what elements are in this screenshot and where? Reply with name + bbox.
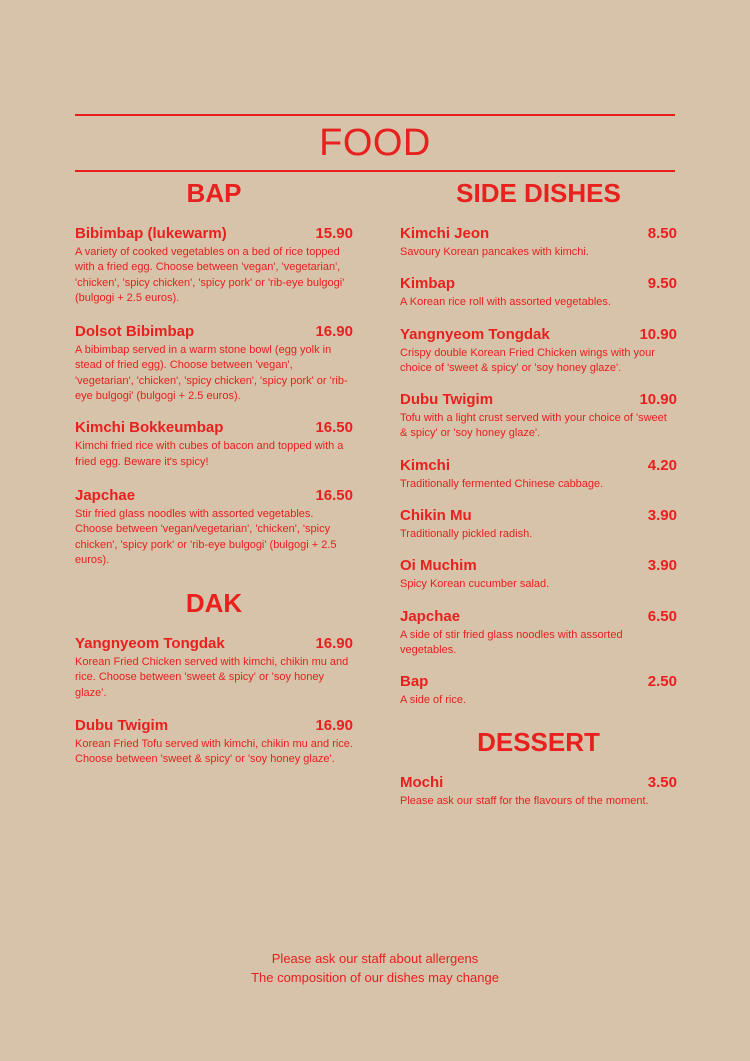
menu-item-description: Savoury Korean pancakes with kimchi. [400,246,589,258]
menu-item-header [400,274,677,294]
menu-item-description: Please ask our staff for the flavours of the moment. [400,794,649,807]
menu-item-header [400,506,677,526]
dak-list [75,634,353,767]
menu-item-description: Stir fried glass noodles with assorted vegetables. Choose between 'vegan/vegetarian', 'chicken', 'spicy chicken', 'spicy pork' or 'rib-eye bulgogi' (bulgogi + 2.5 euros). [75,507,337,566]
menu-item-description: A side of rice. [400,694,467,707]
title-rule [75,170,675,172]
left-column [75,176,353,768]
menu-item-price: 4.20 [647,456,677,474]
menu-item [75,418,353,470]
menu-item-price: 16.90 [315,717,353,735]
menu-item-name: Bap [400,673,429,691]
menu-item-header [75,486,353,506]
menu-item-name: Bibimbap (lukewarm) [75,225,227,242]
menu-item-name: Yangnyeom Tongdak [75,635,225,653]
right-column [400,176,677,809]
menu-item-price: 6.50 [647,607,677,625]
menu-item-name: Dubu Twigim [75,717,169,735]
menu-item-header [75,716,353,736]
menu-item-header [400,456,677,476]
menu-item-price: 10.90 [639,391,677,409]
section-heading-side-dishes: SIDE DISHES [456,178,621,208]
menu-item [75,716,353,768]
menu-item-name: Oi Muchim [400,557,477,575]
side-dishes-list [400,224,677,709]
menu-item-name: Kimchi Bokkeumbap [75,419,224,437]
menu-item [400,456,677,492]
menu-item-description: Korean Fried Tofu served with kimchi, chikin mu and rice. Choose between 'sweet & spicy' or 'soy honey glaze'. [75,738,353,766]
menu-item-header [400,325,677,345]
menu-item [400,224,677,260]
menu-item-header [400,607,677,627]
menu-item-header [400,773,677,793]
section-heading-bap: BAP [186,178,242,208]
bap-list [75,224,353,568]
menu-item-description: Traditionally fermented Chinese cabbage. [400,477,604,490]
menu-title: FOOD [319,122,431,164]
menu-item-header [400,672,677,692]
menu-item-price: 16.50 [315,419,353,437]
menu-item [400,773,677,809]
menu-item-name: Japchae [400,607,461,625]
menu-item [400,506,677,542]
menu-item [75,224,353,306]
menu-item [400,390,677,442]
menu-item-name: Yangnyeom Tongdak [400,325,550,343]
menu-item-description: A bibimbap served in a warm stone bowl (egg yolk in stead of fried egg). Choose between 'vegan', 'vegetarian', 'chicken', 'spicy chicken', 'spicy pork' or 'rib-eye bulgogi' (bulgogi + 2.5 euros). [75,344,348,403]
menu-item [75,634,353,701]
menu-item-header [400,390,677,410]
menu-item-price: 9.50 [647,275,677,293]
footer-allergens: Please ask our staff about allergens [271,951,479,966]
menu-item [75,486,353,568]
menu-item-header [400,556,677,576]
footer-note [75,949,675,987]
menu-item-header [75,224,353,244]
menu-item-name: Dolsot Bibimbap [75,323,195,341]
menu-item-price: 16.90 [315,323,353,341]
menu-item-price: 3.50 [647,773,677,791]
menu-item [75,322,353,404]
menu-item-name: Mochi [400,773,444,791]
footer-composition: The composition of our dishes may change [251,970,499,985]
menu-item-price: 3.90 [647,557,677,575]
menu-item-name: Chikin Mu [400,507,472,525]
top-rule [75,114,675,116]
menu-item-header [75,322,353,342]
menu-item-description: Tofu with a light crust served with your choice of 'sweet & spicy' or 'soy honey glaze'. [400,412,667,440]
menu-item [400,556,677,592]
menu-item [400,274,677,310]
menu-item-description: Kimchi fried rice with cubes of bacon and topped with a fried egg. Beware it's spicy! [75,440,344,468]
menu-item [400,672,677,708]
menu-item-header [400,224,677,244]
menu-item-description: Crispy double Korean Fried Chicken wings with your choice of 'sweet & spicy' or 'soy honey glaze'. [400,346,655,374]
menu-item-price: 16.90 [315,635,353,653]
menu-item-header [75,634,353,654]
menu-item-name: Kimbap [400,275,456,293]
menu-item-description: Traditionally pickled radish. [400,528,533,541]
menu-item-price: 15.90 [315,225,353,242]
menu-item-price: 2.50 [647,673,677,691]
menu-item-description: Spicy Korean cucumber salad. [400,578,550,591]
menu-item-price: 8.50 [647,225,677,242]
menu-item-name: Kimchi Jeon [400,225,490,242]
menu-item-name: Dubu Twigim [400,391,494,409]
menu-item-price: 16.50 [315,486,353,504]
menu-item-name: Japchae [75,486,136,504]
menu-item-price: 3.90 [647,507,677,525]
menu-item-description: A Korean rice roll with assorted vegetables. [400,296,611,309]
menu-item-description: Korean Fried Chicken served with kimchi, chikin mu and rice. Choose between 'sweet & spicy' or 'soy honey glaze'. [75,656,349,699]
menu-item-name: Kimchi [400,456,451,474]
menu-item-description: A variety of cooked vegetables on a bed of rice topped with a fried egg. Choose between 'vegan', 'vegetarian', 'chicken', 'spicy chicken', 'spicy pork' or 'rib-eye bulgogi' (bulgogi + 2.5 euros). [75,246,345,304]
menu-item-header [75,418,353,438]
menu-item-price: 10.90 [639,325,677,343]
menu-item-description: A side of stir fried glass noodles with assorted vegetables. [400,628,623,656]
dessert-list [400,773,677,809]
section-heading-dak: DAK [185,588,243,619]
section-heading-dessert: DESSERT [477,726,600,757]
menu-item [400,607,677,659]
menu-item [400,325,677,377]
